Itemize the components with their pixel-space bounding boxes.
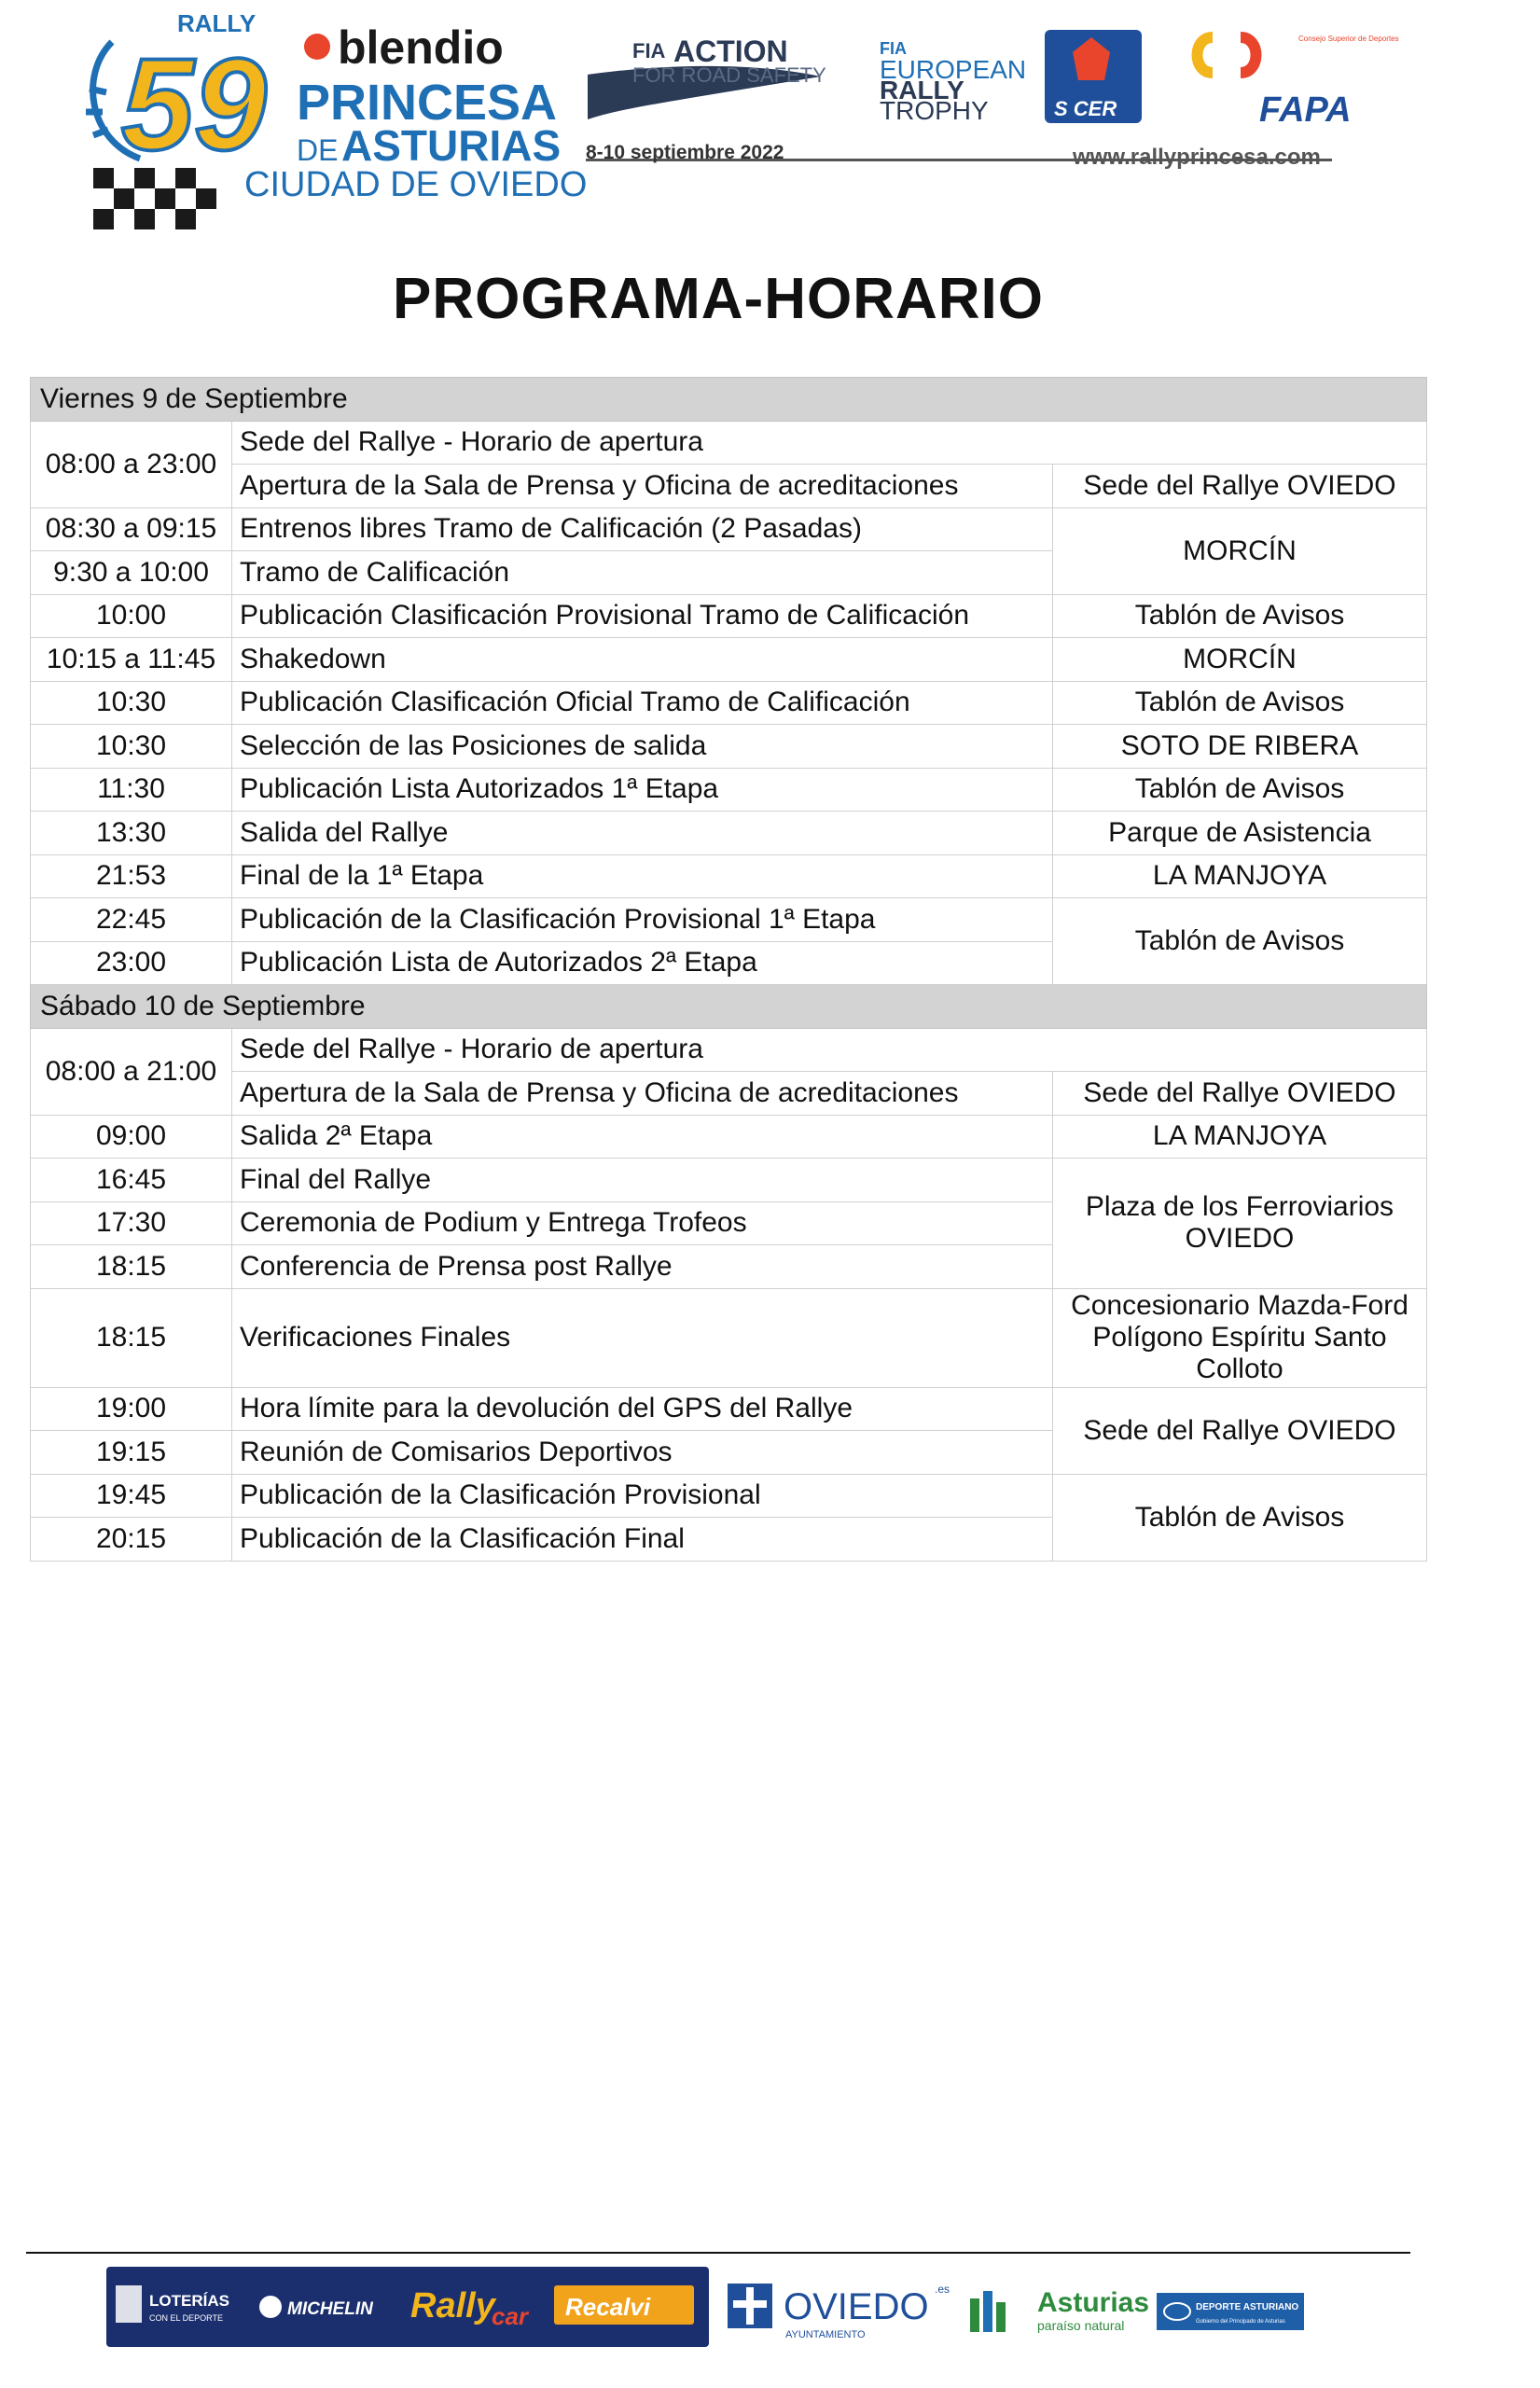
place-cell: LA MANJOYA [1053,1115,1427,1159]
place-cell: Tablón de Avisos [1053,898,1427,985]
loterias-mark-icon [116,2285,142,2323]
place-cell: Tablón de Avisos [1053,1474,1427,1561]
table-row [31,854,1427,898]
table-row [31,1072,1427,1116]
table-row [31,1387,1427,1431]
event-cell: Salida 2ª Etapa [232,1115,1053,1159]
time-cell: 18:15 [31,1288,232,1387]
footer-sponsors [0,2257,1540,2388]
recalvi-label: Recalvi [565,2293,651,2321]
time-cell: 18:15 [31,1245,232,1289]
time-cell: 11:30 [31,768,232,812]
event-cell: Reunión de Comisarios Deportivos [232,1431,1053,1475]
table-row [31,768,1427,812]
time-cell: 10:00 [31,594,232,638]
event-line3: CIUDAD DE OVIEDO [244,165,588,204]
place-cell [1053,1159,1427,1289]
event-cell: Publicación de la Clasificación Provisional [232,1474,1053,1518]
event-cell: Verificaciones Finales [232,1288,1053,1387]
erc-line3: TROPHY [880,96,989,125]
recalvi-logo [554,2285,694,2325]
day-header [31,985,1427,1029]
table-row [31,638,1427,682]
csd-sub: Consejo Superior de Deportes [1298,35,1399,43]
day-label: Sábado 10 de Septiembre [31,985,1427,1029]
place-cell: Sede del Rallye OVIEDO [1053,1387,1427,1474]
event-cell: Entrenos libres Tramo de Calificación (2 Pasadas) [232,507,1053,551]
time-cell: 08:00 a 21:00 [31,1028,232,1115]
table-row [31,594,1427,638]
event-cell: Hora límite para la devolución del GPS del Rallye [232,1387,1053,1431]
time-cell: 17:30 [31,1201,232,1245]
time-cell: 08:30 a 09:15 [31,507,232,551]
table-row [31,725,1427,769]
oviedo-es: .es [935,2283,950,2296]
event-cell: Publicación Lista Autorizados 1ª Etapa [232,768,1053,812]
place-cell: MORCÍN [1053,507,1427,594]
time-cell: 08:00 a 23:00 [31,421,232,507]
table-row [31,681,1427,725]
time-cell: 19:45 [31,1474,232,1518]
event-cell: Conferencia de Prensa post Rallye [232,1245,1053,1289]
blendio-mark-icon [304,34,330,60]
table-row [31,465,1427,508]
asturias-sub: paraíso natural [1037,2318,1125,2333]
loterias-label: LOTERÍAS [149,2292,229,2310]
place-line: Concesionario Mazda-Ford [1071,1290,1408,1321]
schedule-table [30,377,1427,1562]
fia-action-sub: FOR ROAD SAFETY [632,63,826,87]
table-row [31,1474,1427,1518]
fapa-label: FAPA [1259,90,1352,130]
table-row [31,421,1427,465]
event-cell: Publicación Clasificación Oficial Tramo de Calificación [232,681,1053,725]
event-cell: Final del Rallye [232,1159,1053,1202]
erc-fia: FIA [880,39,907,58]
time-cell: 10:30 [31,681,232,725]
place-cell: MORCÍN [1053,638,1427,682]
event-cell: Tramo de Calificación [232,551,1053,595]
header-logos [0,0,1540,252]
event-cell: Selección de las Posiciones de salida [232,725,1053,769]
day-header [31,378,1427,422]
time-cell: 9:30 a 10:00 [31,551,232,595]
footer-rule [26,2252,1410,2254]
time-cell: 22:45 [31,898,232,942]
event-dates: 8-10 septiembre 2022 [586,142,784,163]
deporte-label: DEPORTE ASTURIANO [1196,2302,1299,2312]
table-row [31,812,1427,855]
michelin-logo [259,2296,374,2319]
fia-label: FIA [632,39,666,62]
event-cell: Salida del Rallye [232,812,1053,855]
erc-line2: RALLY [880,76,964,104]
rally-59-logo [86,9,267,229]
event-logo [244,21,587,204]
michelin-label: MICHELIN [287,2299,373,2319]
place-line: Plaza de los Ferroviarios [1085,1191,1394,1223]
table-row [31,1159,1427,1202]
website: www.rallyprincesa.com [1073,145,1321,170]
table-row [31,898,1427,942]
event-cell: Publicación Clasificación Provisional Tramo de Calificación [232,594,1053,638]
michelin-man-icon [259,2296,282,2318]
place-line: OVIEDO [1185,1223,1295,1255]
table-row [31,1028,1427,1072]
event-cell: Publicación de la Clasificación Provisional 1ª Etapa [232,898,1053,942]
place-cell: Sede del Rallye OVIEDO [1053,1072,1427,1116]
scer-label: S CER [1054,97,1117,120]
place-line: Polígono Espíritu Santo [1092,1322,1387,1353]
time-cell: 13:30 [31,812,232,855]
scer-logo [1045,30,1142,123]
table-row [31,507,1427,551]
fia-action-title: ACTION [673,35,788,68]
asturias-mark-icon [970,2298,979,2332]
oviedo-sub: AYUNTAMIENTO [785,2329,866,2340]
event-cell: Publicación de la Clasificación Final [232,1518,1053,1562]
event-cell: Apertura de la Sala de Prensa y Oficina de acreditaciones [232,1072,1053,1116]
loterias-sub: CON EL DEPORTE [149,2313,224,2323]
event-line1: PRINCESA [297,75,558,131]
time-cell: 16:45 [31,1159,232,1202]
place-cell: Tablón de Avisos [1053,768,1427,812]
time-cell: 10:15 a 11:45 [31,638,232,682]
place-cell: Tablón de Avisos [1053,681,1427,725]
place-cell: LA MANJOYA [1053,854,1427,898]
time-cell: 23:00 [31,941,232,985]
table-row [31,1288,1427,1387]
rally-label: RALLY [177,9,257,37]
time-cell: 21:53 [31,854,232,898]
place-cell: SOTO DE RIBERA [1053,725,1427,769]
place-cell: Parque de Asistencia [1053,812,1427,855]
time-cell: 20:15 [31,1518,232,1562]
rallycar-a: Rally [410,2286,495,2326]
time-cell: 09:00 [31,1115,232,1159]
place-cell [1053,1288,1427,1387]
event-cell: Apertura de la Sala de Prensa y Oficina de acreditaciones [232,465,1053,508]
page-title: PROGRAMA-HORARIO [393,267,1044,331]
table-row [31,1115,1427,1159]
csd-mark-icon [1198,37,1214,73]
sponsor-name: blendio [338,21,504,74]
oviedo-label: OVIEDO [784,2286,929,2327]
event-line2: ASTURIAS [341,121,562,170]
place-cell: Sede del Rallye OVIEDO [1053,465,1427,508]
erc-line1: EUROPEAN [880,55,1027,84]
time-cell: 19:15 [31,1431,232,1475]
oviedo-logo [728,2283,950,2340]
deporte-asturiano-logo [1157,2293,1304,2330]
time-cell: 10:30 [31,725,232,769]
event-cell: Sede del Rallye - Horario de apertura [232,1028,1427,1072]
event-cell: Shakedown [232,638,1053,682]
event-cell: Sede del Rallye - Horario de apertura [232,421,1427,465]
place-line: Colloto [1196,1354,1283,1384]
edition-number: 59 [121,31,267,177]
time-cell: 19:00 [31,1387,232,1431]
deporte-sub: Gobierno del Principado de Asturias [1196,2319,1285,2325]
event-cell: Ceremonia de Podium y Entrega Trofeos [232,1201,1053,1245]
day-label: Viernes 9 de Septiembre [31,378,1427,422]
asturias-logo [970,2287,1149,2333]
asturias-label: Asturias [1037,2287,1150,2318]
sponsor-strip [106,2267,709,2347]
place-cell: Tablón de Avisos [1053,594,1427,638]
event-cell: Final de la 1ª Etapa [232,854,1053,898]
rallycar-b: car [492,2302,529,2330]
event-line2-prefix: DE [297,133,339,167]
event-cell: Publicación Lista de Autorizados 2ª Etapa [232,941,1053,985]
erc-logo [880,39,1026,125]
